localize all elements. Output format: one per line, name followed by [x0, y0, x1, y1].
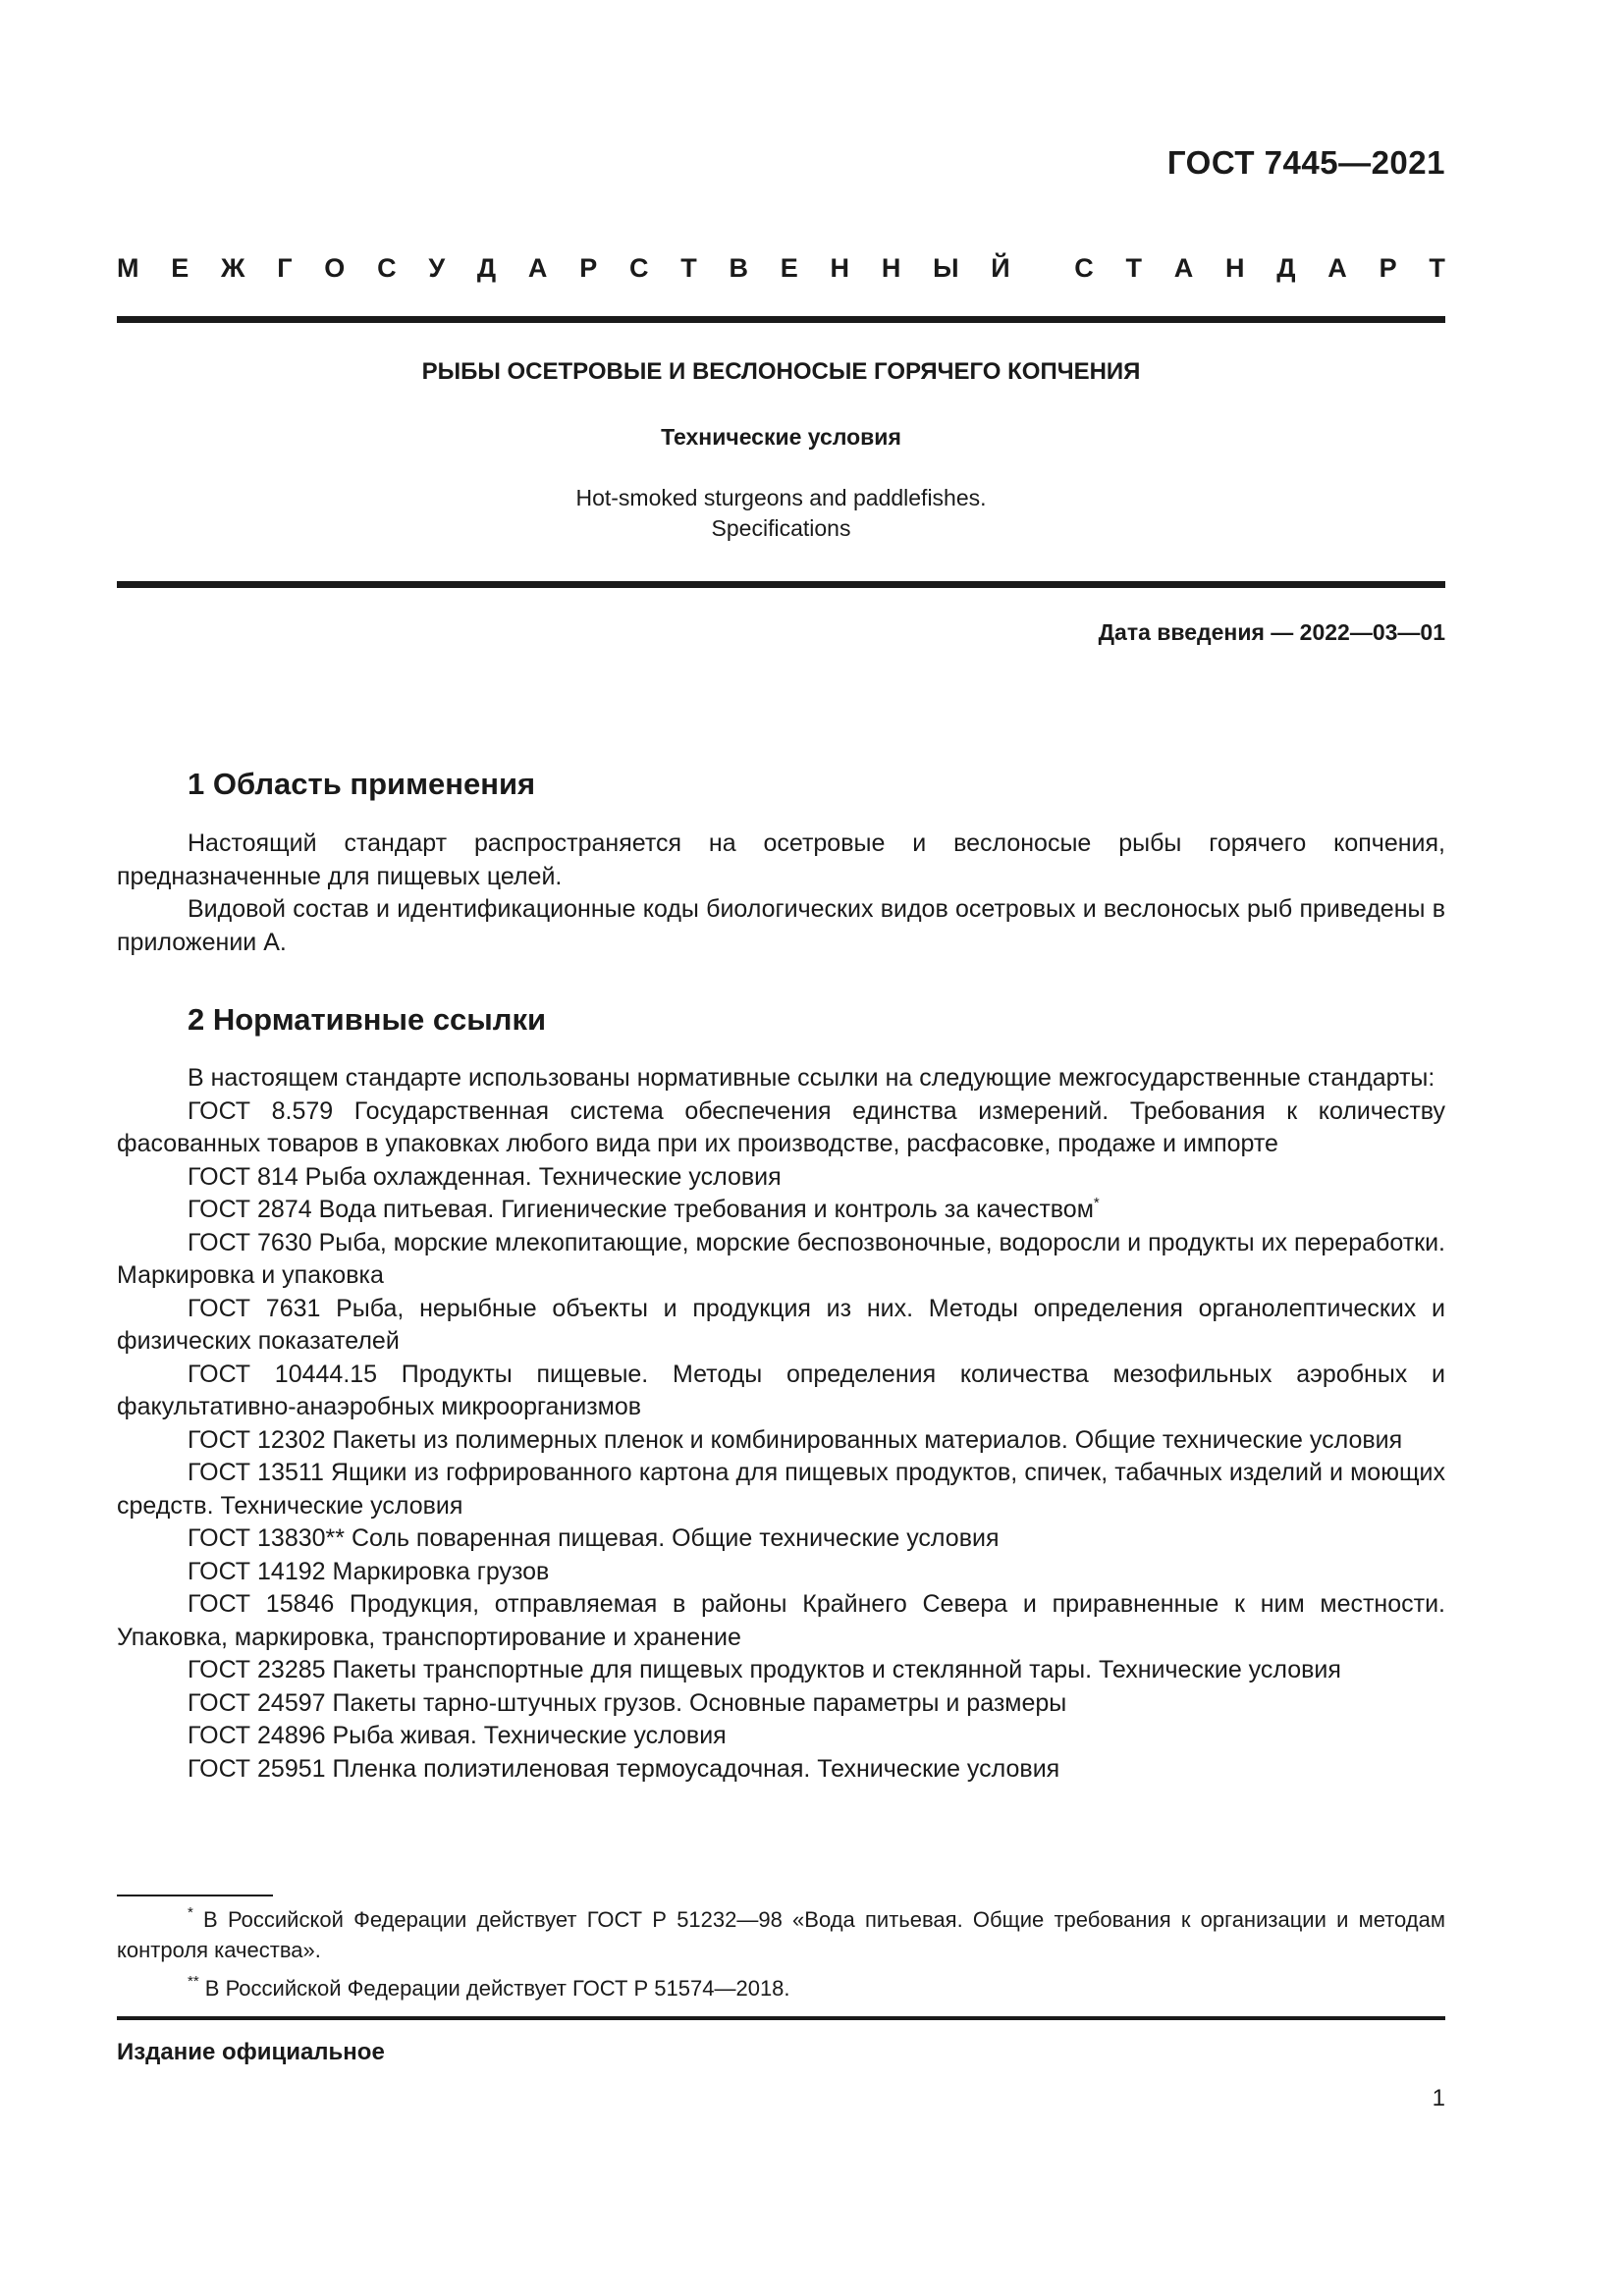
header-letter: Е [171, 253, 189, 283]
reference-item: ГОСТ 7631 Рыба, нерыбные объекты и продукция из них. Методы определения органолептических и физических показателей [117, 1294, 1445, 1355]
header-letter: А [527, 253, 548, 283]
reference-item: ГОСТ 814 Рыба охлажденная. Технические условия [188, 1162, 782, 1191]
paragraph: Настоящий стандарт распространяется на осетровые и веслоносые рыбы горячего копчения, предназначенные для пищевых целей. [117, 829, 1445, 890]
section-heading-references: 2 Нормативные ссылки [188, 1002, 547, 1037]
document-subtitle: Технические условия [661, 424, 901, 450]
paragraph: В настоящем стандарте использованы нормативные ссылки на следующие межгосударственные стандарты: [188, 1064, 1435, 1092]
english-title-line: Hot-smoked sturgeons and paddlefishes. [575, 485, 987, 510]
header-letter: Ж [221, 253, 245, 283]
standard-type-header [117, 253, 1445, 284]
header-letter: В [729, 253, 748, 283]
title-divider [117, 581, 1445, 588]
footnote-mark: * [188, 1904, 193, 1921]
header-letter: Е [780, 253, 798, 283]
page-number: 1 [1432, 2085, 1445, 2111]
reference-item: ГОСТ 10444.15 Продукты пищевые. Методы определения количества мезофильных аэробных и факультативно-анаэробных микроорганизмов [117, 1360, 1445, 1420]
header-letter: А [1173, 253, 1194, 283]
header-letter: Д [1276, 253, 1296, 283]
footnote-text: В Российской Федерации действует ГОСТ Р 51232—98 «Вода питьевая. Общие требования к организации и методам контроля качества». [117, 1907, 1445, 1962]
english-title-line: Specifications [711, 515, 851, 541]
reference-item: ГОСТ 15846 Продукция, отправляемая в районы Крайнего Севера и приравненные к ним местности. Упаковка, маркировка, транспортирование и хранение [117, 1590, 1445, 1651]
footnote-separator [117, 1895, 273, 1896]
section-body-scope [117, 828, 1445, 959]
reference-item: ГОСТ 13511 Ящики из гофрированного картона для пищевых продуктов, спичек, табачных изделий и моющих средств. Технические условия [117, 1459, 1445, 1520]
reference-item: ГОСТ 14192 Маркировка грузов [188, 1557, 550, 1585]
reference-item: ГОСТ 7630 Рыба, морские млекопитающие, морские беспозвоночные, водоросли и продукты их переработки. Маркировка и упаковка [117, 1228, 1445, 1289]
header-letter: Н [881, 253, 901, 283]
english-title [117, 483, 1445, 544]
reference-text: ГОСТ 2874 Вода питьевая. Гигиенические требования и контроль за качеством [188, 1196, 1094, 1223]
reference-item: ГОСТ 25951 Пленка полиэтиленовая термоусадочная. Технические условия [188, 1754, 1060, 1783]
header-letter: Г [277, 253, 293, 283]
reference-item: ГОСТ 24597 Пакеты тарно-штучных грузов. Основные параметры и размеры [188, 1688, 1067, 1717]
header-letter: Т [1125, 253, 1142, 283]
header-letter: А [1327, 253, 1347, 283]
header-letter: О [324, 253, 346, 283]
reference-item [117, 1194, 1445, 1227]
section-body-references [117, 1062, 1445, 1786]
paragraph: Видовой состав и идентификационные коды биологических видов осетровых и веслоносых рыб приведены в приложении А. [117, 895, 1445, 956]
edition-label: Издание официальное [117, 2039, 385, 2065]
header-letter: Р [1379, 253, 1397, 283]
footnote-mark: ** [188, 1973, 199, 1990]
document-title: РЫБЫ ОСЕТРОВЫЕ И ВЕСЛОНОСЫЕ ГОРЯЧЕГО КОПЧЕНИЯ [421, 358, 1141, 385]
header-letter: Т [1429, 253, 1445, 283]
footnote [117, 1904, 1445, 1965]
header-letter: Н [1225, 253, 1245, 283]
header-letter: Ы [933, 253, 959, 283]
header-letter: С [1074, 253, 1094, 283]
header-letter: Т [680, 253, 697, 283]
footnote [117, 1973, 1445, 2003]
reference-item: ГОСТ 13830** Соль поваренная пищевая. Общие технические условия [188, 1524, 1000, 1552]
header-letter: Д [476, 253, 497, 283]
header-letter: Й [991, 253, 1010, 283]
reference-item: ГОСТ 23285 Пакеты транспортные для пищевых продуктов и стеклянной тары. Технические условия [188, 1656, 1341, 1683]
header-letter: С [628, 253, 649, 283]
header-letter: Р [579, 253, 598, 283]
section-heading-scope: 1 Область применения [188, 767, 536, 801]
document-id: ГОСТ 7445—2021 [1166, 144, 1445, 181]
reference-item: ГОСТ 8.579 Государственная система обеспечения единства измерений. Требования к количеству фасованных товаров в упаковках любого вида при их производстве, расфасовке, продаже и импорте [117, 1096, 1445, 1157]
reference-item: ГОСТ 12302 Пакеты из полимерных пленок и комбинированных материалов. Общие технические условия [188, 1425, 1403, 1454]
header-letter: Н [830, 253, 850, 283]
header-letter: М [117, 253, 139, 283]
reference-item: ГОСТ 24896 Рыба живая. Технические условия [188, 1722, 727, 1749]
header-letter: С [377, 253, 397, 283]
footnote-text: В Российской Федерации действует ГОСТ Р 51574—2018. [198, 1976, 790, 2001]
footnotes [117, 1904, 1445, 2011]
header-letter: У [428, 253, 446, 283]
footer-divider [117, 2016, 1445, 2020]
header-divider [117, 316, 1445, 323]
footnote-mark: * [1093, 1195, 1100, 1211]
introduction-date: Дата введения — 2022—03—01 [1098, 619, 1445, 645]
